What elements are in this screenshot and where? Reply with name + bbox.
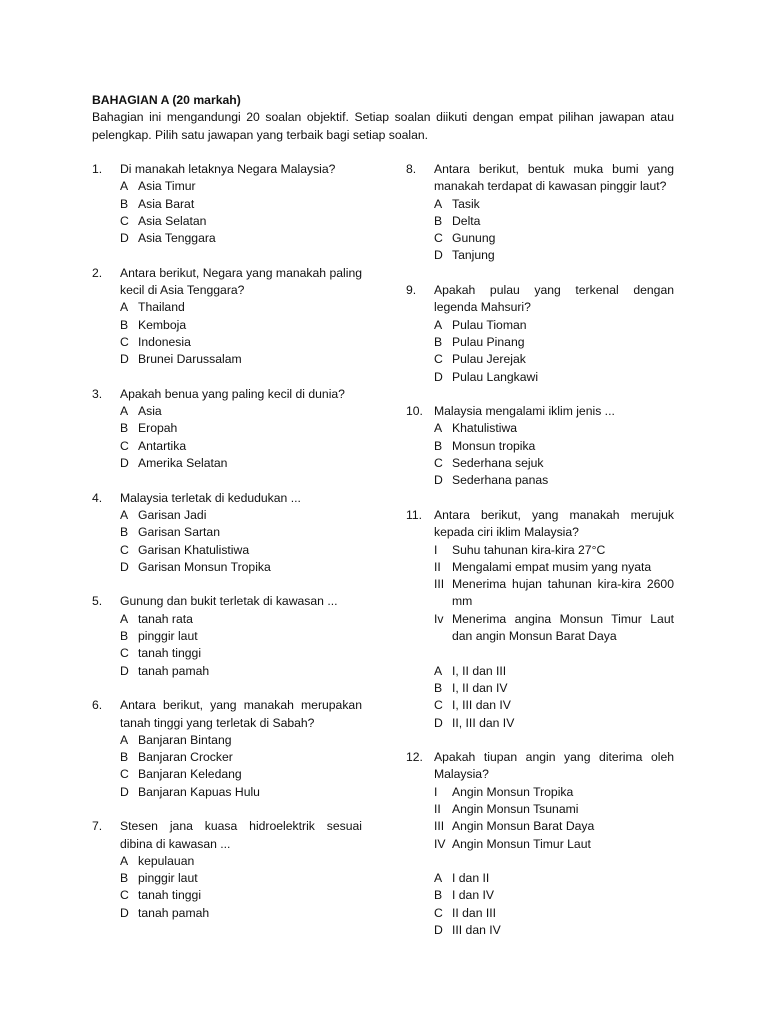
option-text: Khatulistiwa [452, 421, 518, 436]
answer-option [120, 403, 362, 420]
option-text: Brunei Darussalam [138, 352, 242, 367]
statement-item [434, 801, 674, 818]
question-number: 4. [92, 490, 103, 505]
question-8 [406, 161, 674, 265]
question-11 [406, 507, 674, 732]
question-number: 9. [406, 283, 417, 298]
option-letter: D [120, 905, 129, 920]
question-10 [406, 403, 674, 489]
answer-option [434, 680, 674, 697]
question-2 [92, 265, 362, 369]
option-letter: A [120, 179, 129, 194]
question-12 [406, 749, 674, 939]
option-text: Pulau Tioman [452, 317, 527, 332]
answer-option [434, 196, 674, 213]
option-text: Indonesia [138, 334, 191, 349]
option-text: tanah rata [138, 611, 193, 626]
option-letter: D [434, 248, 443, 263]
question-number: 6. [92, 698, 103, 713]
statement-text: Angin Monsun Barat Daya [452, 819, 595, 834]
statement-numeral: I [434, 784, 438, 799]
question-text: Stesen jana kuasa hidroelektrik sesuai dibina di kawasan ... [120, 819, 362, 851]
option-text: Eropah [138, 421, 178, 436]
answer-option [120, 628, 362, 645]
answer-option [120, 870, 362, 887]
question-column-left [92, 161, 362, 939]
statement-numeral: II [434, 801, 441, 816]
question-number: 7. [92, 819, 103, 834]
answer-option [120, 559, 362, 576]
option-letter: A [120, 404, 129, 419]
spacer [434, 853, 674, 870]
question-text: Malaysia mengalami iklim jenis ... [434, 404, 615, 419]
question-number: 1. [92, 162, 103, 176]
section-title: BAHAGIAN A (20 markah) [92, 93, 241, 107]
statement-item [434, 784, 674, 801]
question-6 [92, 697, 362, 801]
option-letter: C [120, 646, 129, 661]
option-letter: D [120, 559, 129, 574]
statement-item [434, 818, 674, 835]
statement-numeral: III [434, 577, 445, 592]
answer-option [120, 784, 362, 801]
option-letter: A [120, 611, 129, 626]
statement-numeral: IV [434, 836, 446, 851]
option-letter: B [120, 871, 129, 886]
answer-option [120, 732, 362, 749]
option-text: tanah pamah [138, 663, 210, 678]
statement-item [434, 611, 674, 646]
question-text: Gunung dan bukit terletak di kawasan ... [120, 594, 338, 609]
answer-option [120, 887, 362, 904]
option-letter: C [434, 231, 443, 246]
option-letter: D [120, 352, 129, 367]
option-text: Banjaran Crocker [138, 750, 233, 765]
option-text: tanah tinggi [138, 646, 202, 661]
option-letter: A [120, 300, 129, 315]
answer-option [120, 905, 362, 922]
option-text: pinggir laut [138, 629, 198, 644]
statement-text: Angin Monsun Tropika [452, 784, 574, 799]
answer-option [120, 611, 362, 628]
option-text: Antartika [138, 438, 187, 453]
question-9 [406, 282, 674, 386]
answer-option [434, 887, 674, 904]
option-text: pinggir laut [138, 871, 198, 886]
answer-option [434, 334, 674, 351]
answer-option [120, 317, 362, 334]
answer-option [120, 178, 362, 195]
option-letter: D [434, 473, 443, 488]
option-text: Garisan Monsun Tropika [138, 559, 271, 574]
answer-option [120, 524, 362, 541]
answer-option [434, 247, 674, 264]
question-text: Antara berikut, Negara yang manakah paling kecil di Asia Tenggara? [120, 265, 362, 298]
option-letter: A [434, 421, 443, 436]
question-number: 2. [92, 265, 103, 280]
option-text: I dan IV [452, 888, 495, 903]
answer-option [434, 351, 674, 368]
option-text: tanah tinggi [138, 888, 202, 903]
option-letter: B [120, 317, 129, 332]
question-1 [92, 161, 362, 247]
answer-option [120, 351, 362, 368]
section-instructions: Bahagian ini mengandungi 20 soalan objektif. Setiap soalan diikuti dengan empat pilihan jawapan atau pelengkap. Pilih satu jawapan yang terbaik bagi setiap soalan. [92, 110, 674, 142]
option-letter: C [120, 334, 129, 349]
answer-option [434, 369, 674, 386]
answer-option [434, 317, 674, 334]
option-text: Kemboja [138, 317, 187, 332]
option-text: Sederhana sejuk [452, 456, 544, 471]
statement-text: Angin Monsun Timur Laut [452, 836, 591, 851]
statement-text: Menerima angina Monsun Timur Laut dan angin Monsun Barat Daya [452, 611, 674, 644]
question-text: Antara berikut, bentuk muka bumi yang manakah terdapat di kawasan pinggir laut? [434, 162, 674, 194]
option-text: Monsun tropika [452, 438, 536, 453]
question-5 [92, 593, 362, 679]
statement-item [434, 559, 674, 576]
option-letter: D [120, 456, 129, 471]
answer-option [434, 455, 674, 472]
option-letter: B [434, 334, 443, 349]
option-text: Delta [452, 213, 481, 228]
question-number: 5. [92, 594, 103, 609]
option-text: Asia Barat [138, 196, 195, 211]
option-letter: D [434, 923, 443, 938]
spacer [434, 645, 674, 662]
option-letter: A [434, 196, 443, 211]
option-letter: B [120, 421, 129, 436]
question-column-right [406, 161, 674, 957]
option-letter: C [434, 456, 443, 471]
question-text: Antara berikut, yang manakah merupakan tanah tinggi yang terletak di Sabah? [120, 698, 362, 730]
option-letter: B [120, 196, 129, 211]
answer-option [434, 922, 674, 939]
option-letter: A [120, 507, 129, 522]
option-letter: B [120, 525, 129, 540]
answer-option [120, 455, 362, 472]
answer-option [120, 196, 362, 213]
option-text: Garisan Jadi [138, 507, 207, 522]
question-text: Antara berikut, yang manakah merujuk kepada ciri iklim Malaysia? [434, 507, 674, 540]
option-letter: A [120, 853, 129, 868]
answer-option [120, 645, 362, 662]
answer-option [434, 213, 674, 230]
question-text: Di manakah letaknya Negara Malaysia? [120, 162, 336, 176]
option-letter: C [120, 767, 129, 782]
answer-option [434, 697, 674, 714]
statement-numeral: Iv [434, 611, 444, 626]
option-text: Tasik [452, 196, 480, 211]
answer-option [434, 438, 674, 455]
question-text: Apakah benua yang paling kecil di dunia? [120, 386, 345, 401]
option-text: Asia [138, 404, 162, 419]
option-text: Pulau Jerejak [452, 352, 526, 367]
answer-option [434, 905, 674, 922]
question-3 [92, 386, 362, 472]
option-text: Garisan Sartan [138, 525, 220, 540]
statement-numeral: I [434, 542, 438, 557]
question-number: 11. [406, 507, 423, 522]
option-text: kepulauan [138, 853, 195, 868]
statement-numeral: III [434, 819, 445, 834]
answer-option [120, 299, 362, 316]
option-letter: D [434, 369, 443, 384]
statement-item [434, 542, 674, 559]
statement-text: Menerima hujan tahunan kira-kira 2600 mm [452, 577, 674, 609]
option-text: I dan II [452, 871, 490, 886]
option-text: Pulau Pinang [452, 334, 525, 349]
option-text: tanah pamah [138, 905, 210, 920]
answer-option [434, 420, 674, 437]
option-letter: D [434, 715, 443, 730]
option-letter: A [120, 732, 129, 747]
question-number: 12. [406, 750, 423, 765]
question-text: Malaysia terletak di kedudukan ... [120, 490, 301, 505]
option-letter: A [434, 871, 443, 886]
statement-text: Angin Monsun Tsunami [452, 801, 579, 816]
option-text: Asia Timur [138, 179, 196, 194]
answer-option [434, 715, 674, 732]
answer-option [120, 438, 362, 455]
option-text: Sederhana panas [452, 473, 549, 488]
answer-option [434, 230, 674, 247]
option-text: III dan IV [452, 923, 501, 938]
option-text: Thailand [138, 300, 185, 315]
option-text: Asia Tenggara [138, 231, 216, 246]
option-text: I, II dan IV [452, 680, 508, 695]
answer-option [120, 749, 362, 766]
option-text: II, III dan IV [452, 715, 515, 730]
option-letter: C [120, 888, 129, 903]
section-header [92, 92, 674, 144]
option-letter: B [434, 680, 443, 695]
option-letter: B [120, 629, 129, 644]
statement-text: Suhu tahunan kira-kira 27°C [452, 542, 606, 557]
option-letter: B [434, 888, 443, 903]
option-letter: A [434, 663, 443, 678]
question-number: 10. [406, 404, 423, 419]
option-letter: B [434, 438, 443, 453]
statement-text: Mengalami empat musim yang nyata [452, 559, 652, 574]
option-letter: C [120, 213, 129, 228]
answer-option [120, 766, 362, 783]
question-4 [92, 490, 362, 576]
option-letter: C [120, 438, 129, 453]
option-letter: C [434, 352, 443, 367]
option-text: Asia Selatan [138, 213, 207, 228]
statement-numeral: II [434, 559, 441, 574]
option-letter: C [120, 542, 129, 557]
option-text: Banjaran Keledang [138, 767, 242, 782]
statement-item [434, 836, 674, 853]
option-text: Pulau Langkawi [452, 369, 539, 384]
option-text: II dan III [452, 905, 497, 920]
option-letter: D [120, 231, 129, 246]
question-text: Apakah tiupan angin yang diterima oleh Malaysia? [434, 750, 674, 782]
option-letter: C [434, 698, 443, 713]
answer-option [120, 230, 362, 247]
answer-option [434, 870, 674, 887]
answer-option [434, 663, 674, 680]
option-text: Banjaran Bintang [138, 732, 232, 747]
answer-option [120, 853, 362, 870]
answer-option [120, 334, 362, 351]
statement-item [434, 576, 674, 611]
option-text: Gunung [452, 231, 496, 246]
option-letter: C [434, 905, 443, 920]
option-letter: A [434, 317, 443, 332]
option-text: Banjaran Kapuas Hulu [138, 784, 260, 799]
option-text: I, II dan III [452, 663, 507, 678]
question-text: Apakah pulau yang terkenal dengan legenda Mahsuri? [434, 283, 674, 315]
question-7 [92, 818, 362, 922]
answer-option [434, 472, 674, 489]
question-number: 8. [406, 162, 417, 176]
answer-option [120, 542, 362, 559]
option-text: Garisan Khatulistiwa [138, 542, 250, 557]
option-letter: B [120, 750, 129, 765]
option-text: I, III dan IV [452, 698, 511, 713]
answer-option [120, 420, 362, 437]
option-text: Tanjung [452, 248, 495, 263]
question-number: 3. [92, 386, 103, 401]
option-letter: B [434, 213, 443, 228]
answer-option [120, 213, 362, 230]
option-text: Amerika Selatan [138, 456, 228, 471]
option-letter: D [120, 663, 129, 678]
option-letter: D [120, 784, 129, 799]
answer-option [120, 507, 362, 524]
answer-option [120, 663, 362, 680]
